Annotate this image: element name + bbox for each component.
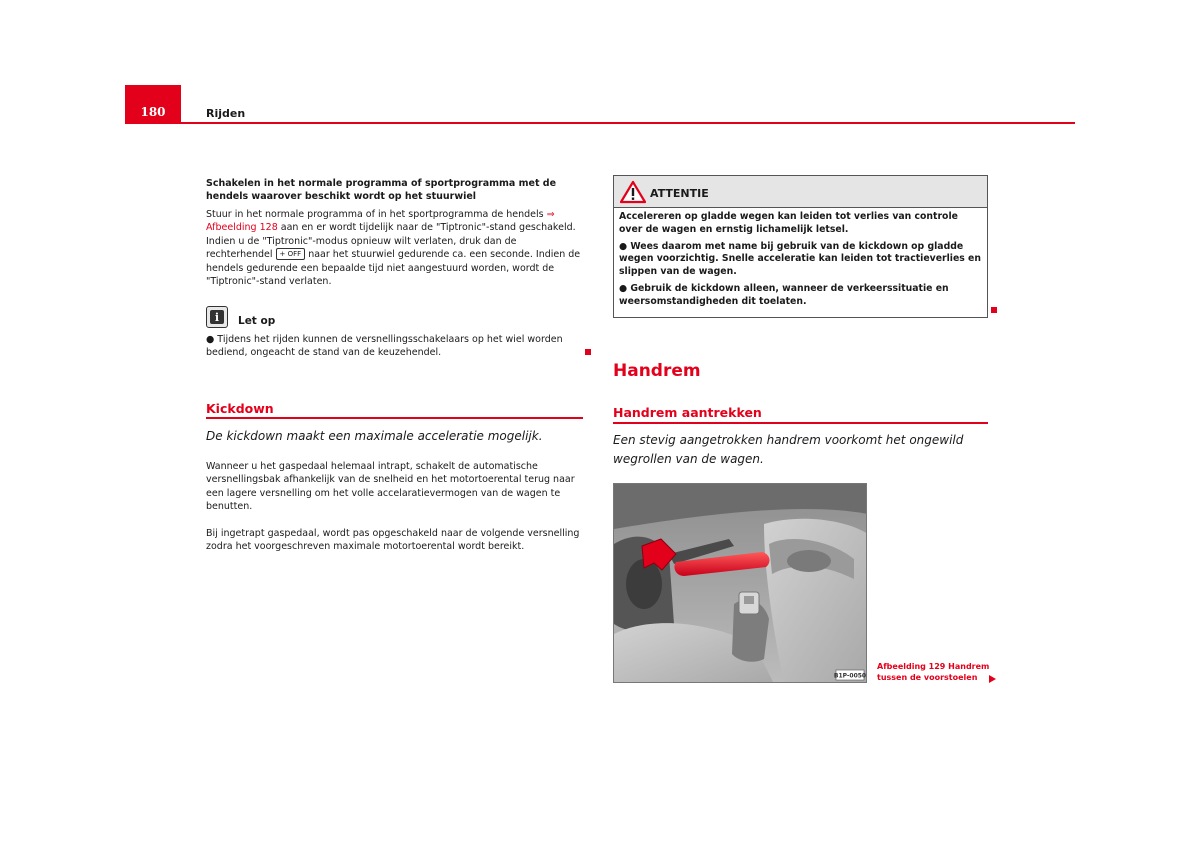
kickdown-rule <box>206 417 583 419</box>
continue-arrow-icon <box>989 675 996 683</box>
info-note-icon: i <box>206 306 228 328</box>
note-text: ● Tijdens het rijden kunnen de versnellingsschakelaars op het wiel worden bediend, ongeacht de stand van de keuzehendel. <box>206 334 563 359</box>
kickdown-paragraph-1: Wanneer u het gaspedaal helemaal intrapt, schakelt de automatische versnellingsbak afhankelijk van de snelheid en het motortoerental terug naar een lagere versnelling om het volle accelaratievermogen van de wagen te benutten. <box>206 461 575 513</box>
photo-code: B1P-0050 <box>833 672 867 680</box>
handrem-subheading: Handrem aantrekken <box>613 405 762 420</box>
para-text-c: naar het stuurwiel gedurende ca. een seconde. Indien de hendels gedurende een bepaalde tijd niet aangestuurd worden, wordt de "Tiptronic"-stand verlaten. <box>206 249 581 288</box>
kickdown-lead: De kickdown maakt een maximale acceleratie mogelijk. <box>206 429 543 443</box>
handrem-title: Handrem <box>613 361 701 381</box>
warning-end-mark <box>991 307 997 313</box>
para-text-b: aan en er wordt tijdelijk naar de "Tiptronic"-stand geschakeld. Indien u de "Tiptronic"-modus opnieuw wilt verlaten, druk dan de rechterhendel <box>206 222 576 261</box>
handrem-lead: Een stevig aangetrokken handrem voorkomt het ongewild wegrollen van de wagen. <box>613 433 964 466</box>
handrem-rule <box>613 422 988 424</box>
off-key-symbol: + OFF <box>276 248 306 260</box>
tiptronic-paragraph <box>206 208 582 288</box>
handbrake-illustration <box>614 484 867 683</box>
warning-title: ATTENTIE <box>650 187 709 200</box>
section-end-mark <box>585 349 591 355</box>
para-text-a: Stuur in het normale programma of in het sportprogramma de hendels <box>206 209 547 220</box>
figure-link[interactable]: ⇒ Afbeelding 128 <box>206 209 555 234</box>
chapter-title: Rijden <box>206 107 246 120</box>
tiptronic-heading: Schakelen in het normale programma of sportprogramma met de hendels waarover beschikt wordt op het stuurwiel <box>206 178 557 202</box>
warning-box <box>613 175 988 318</box>
caption-line-2: tussen de voorstoelen <box>877 673 978 682</box>
page-number: 180 <box>125 85 181 123</box>
warning-body <box>619 211 982 313</box>
warning-text-3: ● Gebruik de kickdown alleen, wanneer de verkeerssituatie en weersomstandigheden dit toelaten. <box>619 282 949 307</box>
figure-caption <box>877 661 989 683</box>
warning-triangle-icon <box>620 180 646 204</box>
warning-text-1: Accelereren op gladde wegen kan leiden tot verlies van controle over de wagen en ernstig lichamelijk letsel. <box>619 211 958 235</box>
caption-line-1: Afbeelding 129 Handrem <box>877 662 990 671</box>
header-rule <box>125 122 1075 124</box>
kickdown-heading: Kickdown <box>206 401 274 416</box>
handbrake-photo <box>613 483 867 683</box>
note-title: Let op <box>238 315 276 327</box>
warning-header <box>614 176 987 208</box>
kickdown-paragraph-2: Bij ingetrapt gaspedaal, wordt pas opgeschakeld naar de volgende versnelling zodra het voorgeschreven maximale motortoerental wordt bereikt. <box>206 528 580 553</box>
warning-text-2: ● Wees daarom met name bij gebruik van de kickdown op gladde wegen voorzichtig. Snelle acceleratie kan leiden tot tractieverlies en slippen van de wagen. <box>619 240 981 278</box>
